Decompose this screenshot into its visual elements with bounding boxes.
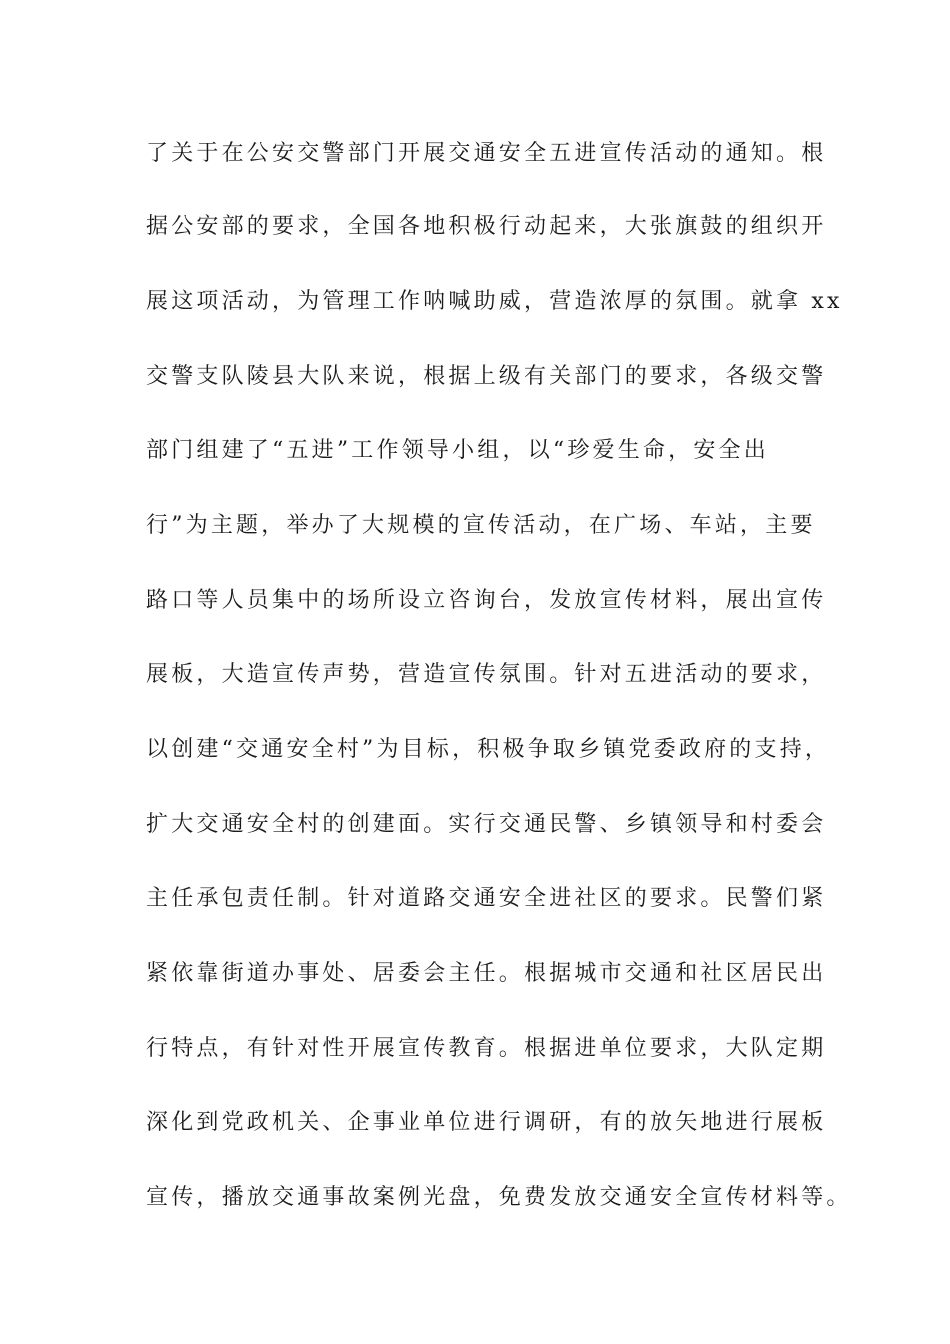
text-line: 紧依靠街道办事处、居委会主任。根据城市交通和社区居民出 bbox=[146, 961, 827, 986]
text-line: 据公安部的要求，全国各地积极行动起来，大张旗鼓的组织开 bbox=[146, 214, 827, 239]
text-line: 行特点，有针对性开展宣传教育。根据进单位要求，大队定期 bbox=[146, 1036, 827, 1061]
text-line: 主任承包责任制。针对道路交通安全进社区的要求。民警们紧 bbox=[146, 886, 827, 911]
text-line: 深化到党政机关、企事业单位进行调研，有的放矢地进行展板 bbox=[146, 1110, 827, 1135]
text-line: 展这项活动，为管理工作呐喊助威，营造浓厚的氛围。就拿 xx bbox=[146, 289, 843, 314]
text-line: 宣传，播放交通事故案例光盘，免费发放交通安全宣传材料等。 bbox=[146, 1185, 852, 1210]
text-line: 路口等人员集中的场所设立咨询台，发放宣传材料，展出宣传 bbox=[146, 588, 827, 613]
text-line: 扩大交通安全村的创建面。实行交通民警、乡镇领导和村委会 bbox=[146, 812, 827, 837]
text-line: 展板，大造宣传声势，营造宣传氛围。针对五进活动的要求， bbox=[146, 662, 827, 687]
text-line: 行”为主题，举办了大规模的宣传活动，在广场、车站，主要 bbox=[146, 513, 816, 538]
text-line: 以创建“交通安全村”为目标，积极争取乡镇党委政府的支持， bbox=[146, 737, 831, 762]
text-line: 了关于在公安交警部门开展交通安全五进宣传活动的通知。根 bbox=[146, 141, 827, 166]
text-line: 交警支队陵县大队来说，根据上级有关部门的要求，各级交警 bbox=[146, 364, 827, 389]
text-line: 部门组建了“五进”工作领导小组，以“珍爱生命，安全出 bbox=[146, 438, 769, 463]
